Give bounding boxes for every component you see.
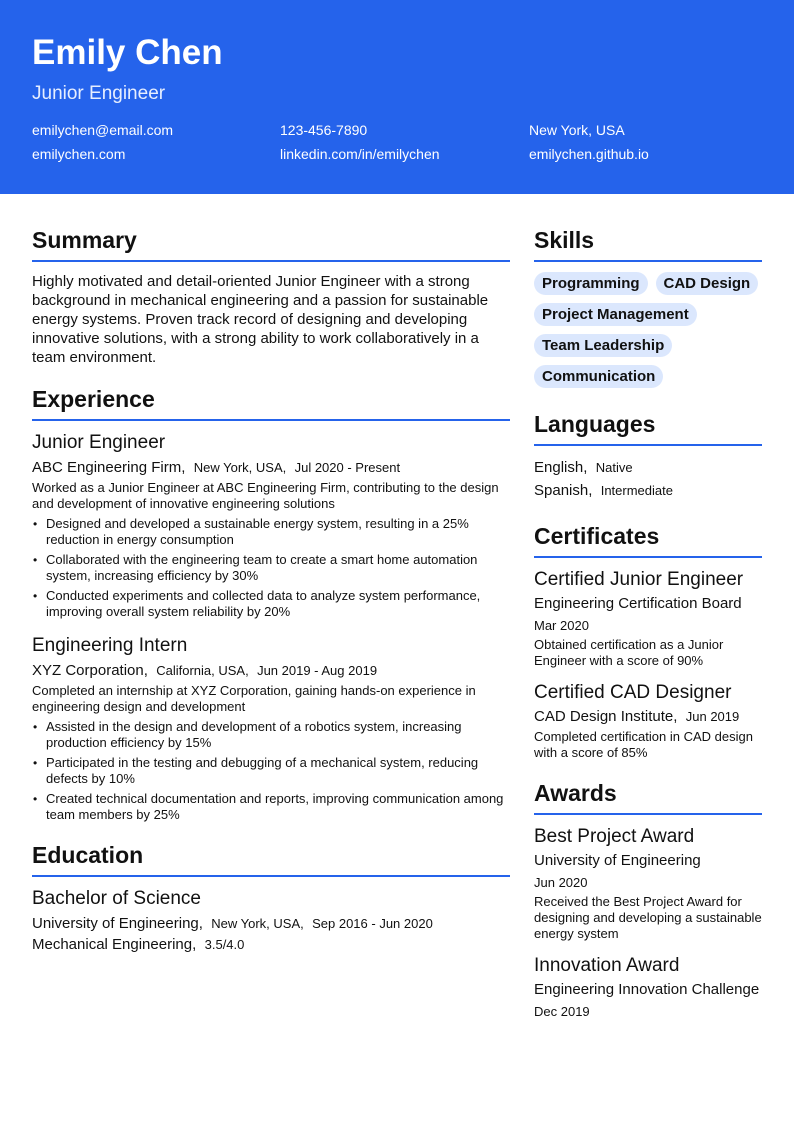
certificate-item <box>534 568 762 669</box>
skill-chip: Team Leadership <box>534 334 672 357</box>
languages-list <box>534 456 762 502</box>
full-name: Emily Chen <box>32 33 223 72</box>
education-dates: Sep 2016 - Jun 2020 <box>312 916 433 931</box>
job-title: Engineering Intern <box>32 635 188 656</box>
list-item: • Conducted experiments and collected data to analyze system performance, improving overall system reliability by 20% <box>46 588 510 620</box>
language-level: Native <box>595 460 633 475</box>
job-bullets <box>32 516 510 620</box>
job-dates: Jul 2020 - Present <box>294 460 401 475</box>
language-name: Spanish, <box>534 482 593 499</box>
skill-chip: Communication <box>534 365 663 388</box>
main-column <box>32 226 510 955</box>
contact-phone[interactable]: 123-456-7890 <box>280 122 368 138</box>
education-title: Education <box>32 841 510 877</box>
experience-item <box>32 634 510 823</box>
contact-github[interactable]: emilychen.github.io <box>529 146 649 162</box>
languages-title: Languages <box>534 410 762 446</box>
job-description: Worked as a Junior Engineer at ABC Engineering Firm, contributing to the design and development of innovative engineering solutions <box>32 480 499 511</box>
contact-location: New York, USA <box>529 122 625 138</box>
job-location: New York, USA, <box>193 460 287 475</box>
award-item <box>534 825 762 942</box>
language-item <box>534 479 762 502</box>
job-title: Junior Engineer <box>32 432 166 453</box>
award-item <box>534 954 762 1020</box>
certificate-date: Mar 2020 <box>534 618 589 633</box>
job-subline <box>32 660 510 681</box>
list-item: • Collaborated with the engineering team to create a smart home automation system, increasing efficiency by 30% <box>46 552 510 584</box>
education-item <box>32 887 510 955</box>
summary-title: Summary <box>32 226 510 262</box>
certificate-issuer: CAD Design Institute, <box>534 708 678 725</box>
degree: Bachelor of Science <box>32 888 201 909</box>
certificate-title: Certified Junior Engineer <box>534 569 744 590</box>
certificate-date: Jun 2019 <box>685 709 740 724</box>
job-description: Completed an internship at XYZ Corporation, gaining hands-on experience in engineering design and development <box>32 683 476 714</box>
job-bullets <box>32 719 510 823</box>
list-item: • Assisted in the design and development of a robotics system, increasing production efficiency by 15% <box>46 719 510 751</box>
list-item: • Created technical documentation and reports, improving communication among team members by 25% <box>46 791 510 823</box>
certificate-description: Obtained certification as a Junior Engineer with a score of 90% <box>534 637 724 668</box>
school-location: New York, USA, <box>211 916 304 931</box>
skills-list <box>534 272 762 388</box>
skill-chip: Programming <box>534 272 648 295</box>
certificate-description: Completed certification in CAD design with a score of 85% <box>534 729 753 760</box>
language-name: English, <box>534 459 588 476</box>
job-subline <box>32 457 510 478</box>
contact-email[interactable]: emilychen@email.com <box>32 122 174 138</box>
awards-title: Awards <box>534 779 762 815</box>
award-date: Jun 2020 <box>534 875 588 890</box>
experience-title: Experience <box>32 385 510 421</box>
side-column <box>534 226 762 1032</box>
job-location: California, USA, <box>156 663 249 678</box>
skills-title: Skills <box>534 226 762 262</box>
award-issuer: Engineering Innovation Challenge <box>534 981 760 998</box>
award-title: Best Project Award <box>534 826 695 847</box>
list-item: • Participated in the testing and debugging of a mechanical system, reducing defects by 10% <box>46 755 510 787</box>
job-company: ABC Engineering Firm, <box>32 459 186 476</box>
summary-text: Highly motivated and detail-oriented Junior Engineer with a strong background in mechanical engineering and a passion for sustainable energy systems. Proven track record of designing and developing innovative solutions, with a strong ability to work collaboratively in a team environment. <box>32 273 489 366</box>
list-item: • Designed and developed a sustainable energy system, resulting in a 25% reduction in energy consumption <box>46 516 510 548</box>
award-date: Dec 2019 <box>534 1004 590 1019</box>
award-title: Innovation Award <box>534 955 680 976</box>
skill-chip: CAD Design <box>656 272 759 295</box>
certificate-title: Certified CAD Designer <box>534 682 732 703</box>
certificate-issuer: Engineering Certification Board <box>534 595 742 612</box>
job-dates: Jun 2019 - Aug 2019 <box>257 663 378 678</box>
certificates-title: Certificates <box>534 522 762 558</box>
field-of-study: Mechanical Engineering, <box>32 936 197 953</box>
skill-chip: Project Management <box>534 303 697 326</box>
job-role: Junior Engineer <box>32 83 166 104</box>
education-subline <box>32 913 510 934</box>
resume-header <box>0 0 794 194</box>
award-issuer: University of Engineering <box>534 852 701 869</box>
contact-website[interactable]: emilychen.com <box>32 146 126 162</box>
gpa: 3.5/4.0 <box>204 937 245 952</box>
contact-linkedin[interactable]: linkedin.com/in/emilychen <box>280 146 440 162</box>
job-company: XYZ Corporation, <box>32 662 148 679</box>
school: University of Engineering, <box>32 915 203 932</box>
certificate-item <box>534 681 762 761</box>
language-level: Intermediate <box>600 483 673 498</box>
education-field-line <box>32 934 510 955</box>
certificate-issuer-line <box>534 707 762 726</box>
language-item <box>534 456 762 479</box>
award-description: Received the Best Project Award for designing and developing a sustainable energy system <box>534 894 762 941</box>
experience-item <box>32 431 510 620</box>
